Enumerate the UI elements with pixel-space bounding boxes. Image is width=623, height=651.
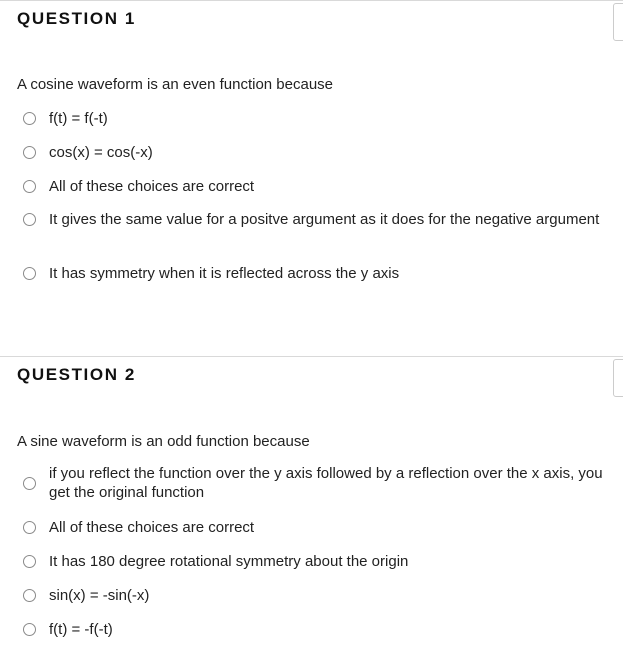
answer-option[interactable]	[23, 552, 619, 571]
answer-option[interactable]	[23, 464, 619, 502]
option-label: f(t) = -f(-t)	[49, 621, 113, 638]
radio-button[interactable]	[23, 521, 36, 534]
question-title: QUESTION 1	[17, 9, 136, 28]
question-1	[0, 0, 623, 282]
radio-button[interactable]	[23, 589, 36, 602]
radio-button[interactable]	[23, 112, 36, 125]
radio-button[interactable]	[23, 267, 36, 280]
answer-option[interactable]	[23, 143, 619, 162]
points-box	[613, 359, 623, 397]
question-header	[0, 0, 623, 43]
option-label: cos(x) = cos(-x)	[49, 144, 153, 161]
question-2	[0, 356, 623, 638]
points-box	[613, 3, 623, 41]
option-label: f(t) = f(-t)	[49, 110, 108, 127]
radio-button[interactable]	[23, 477, 36, 490]
radio-button[interactable]	[23, 213, 36, 226]
question-header	[0, 356, 623, 399]
radio-button[interactable]	[23, 623, 36, 636]
question-prompt: A cosine waveform is an even function because	[17, 76, 334, 93]
option-label: All of these choices are correct	[49, 519, 255, 536]
question-prompt: A sine waveform is an odd function because	[17, 433, 310, 450]
answer-option[interactable]	[23, 518, 619, 537]
option-label: sin(x) = -sin(-x)	[49, 587, 150, 604]
option-label: It has 180 degree rotational symmetry about the origin	[49, 553, 409, 570]
radio-button[interactable]	[23, 180, 36, 193]
question-title: QUESTION 2	[17, 365, 136, 384]
option-label: It gives the same value for a positve argument as it does for the negative argument	[49, 211, 600, 228]
answer-option[interactable]	[23, 109, 619, 128]
answer-option[interactable]	[23, 620, 619, 639]
radio-button[interactable]	[23, 146, 36, 159]
radio-button[interactable]	[23, 555, 36, 568]
answer-option[interactable]	[23, 210, 619, 229]
answer-option[interactable]	[23, 586, 619, 605]
option-label: It has symmetry when it is reflected across the y axis	[49, 265, 400, 282]
answer-option[interactable]	[23, 264, 619, 283]
option-label: if you reflect the function over the y axis followed by a reflection over the x axis, you get the original function	[49, 465, 603, 501]
option-label: All of these choices are correct	[49, 178, 255, 195]
answer-option[interactable]	[23, 177, 619, 196]
